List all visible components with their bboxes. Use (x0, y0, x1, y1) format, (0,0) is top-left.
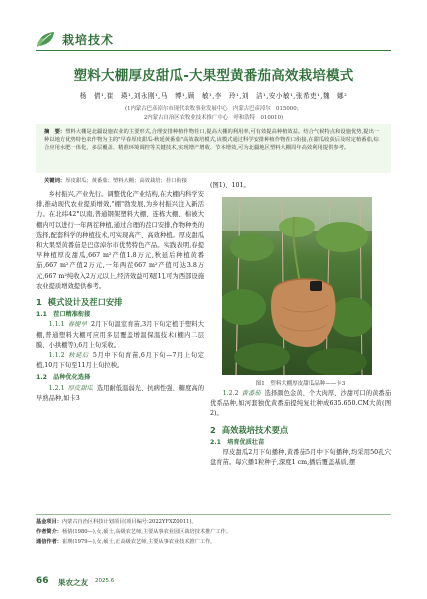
affiliation-2: 2内蒙古自治区农牧业技术推广中心 呼和浩特 010010) (143, 115, 284, 121)
figure-reference: (图1)、101。 (210, 182, 250, 189)
leaf-logo-icon (36, 30, 56, 48)
intro-paragraph: 乡村振兴,产业先行。调整优化产业结构,在大棚内科学安排,推动现代农业提质增效,"棚"勃发展,为乡村振兴注入新活力。在北纬42°以南,普通钢架塑料大棚、连栋大棚、棉被大棚内可以进行一年两茬种植,通过合理的茬口安排,作物种类的选择,配套科学的种植技术,可实现高产、高效种植。厚皮甜瓜和大果型黄番茄是巴彦淖尔市优势特色产品。实践表明,春提早种植厚皮甜瓜,667 m²产值1.8万元,秋延后种植黄番茄,667 m²产值2万元,一年两茬667 m²产值可达3.8万元,667 m²纯收入2万元以上,经济效益可观[1],可为西部设施农业提质增效提供参考。 (36, 191, 204, 290)
keywords-text: 厚皮甜瓜；黄番茄；塑料大棚；高效栽培；茬口衔接 (65, 178, 188, 184)
heading-number: 1 (36, 297, 42, 308)
subheading-number: 1.1.1 (48, 321, 65, 329)
paragraph-1-2-1 (36, 384, 204, 404)
heading-number: 2 (210, 424, 216, 435)
footnote-rule (36, 514, 391, 515)
fund-label: 基金项目： (36, 519, 62, 525)
subheading-body: 选择颜色金黄、个大肉厚、沙甜可口的黄番茄优系品种,如河套独优黄番茄提纯复壮种成635.650.CM大黄(图2)。 (210, 390, 392, 418)
subheading-number: 1.1.2 (48, 352, 65, 360)
heading-section-2 (210, 425, 391, 435)
abstract-box (36, 124, 391, 173)
keywords-label: 关键词： (44, 178, 66, 184)
fund-text: 内蒙古自治区科技计划项目(项目编号:2022YFXZ0011)。 (61, 519, 197, 525)
section-title: 栽培技术 (62, 33, 115, 47)
photo-illustration (222, 197, 372, 375)
footnote-correspondence (36, 538, 391, 546)
issue-number: 2025.6 (95, 578, 115, 584)
author-list: 杨 倩¹,崔 瑛¹,刘永刚¹,马 博¹,顾 敏¹,李 玲¹,刘 洁¹,安小敏¹,张希吏¹,魏 娜² (79, 92, 348, 100)
footnote-author (36, 528, 391, 536)
subheading-title: 春提早 (67, 321, 88, 329)
header-rule (36, 50, 391, 51)
paragraph-1-2-2 (210, 389, 391, 420)
figure-caption: 图1 塑料大棚厚皮甜瓜品种——卡3 (255, 381, 346, 387)
corr-label: 通信作者： (36, 539, 62, 545)
heading-1-1: 1.1 茬口精准衔接 (36, 311, 91, 319)
subheading-body: 选用耐低温弱光、抗病性强、糖度高的早熟品种,如卡3 (36, 384, 205, 402)
paragraph-1-1-1 (36, 320, 204, 351)
paragraph-1-1-2 (36, 351, 204, 371)
paragraph-2-1: 厚皮甜瓜2月下旬播种,黄番茄5月中下旬播种,均采用50孔穴盘育苗。每穴播1粒种子,深度1 cm,播后覆盖基质,摆 (210, 449, 391, 467)
subheading-title: 黄番茄 (241, 390, 261, 397)
abstract-text: 塑料大棚是北疆设施农业的主要形式,合理安排种植作物茬口,提高大棚的利用率,可有效提高种植效益。结合气候特点和设施优势,提出一种以地方优势特色农作物为主的"早春厚皮甜瓜-秋延黄番茄"高效栽培模式,该模式通过科学安排种植作物茬口衔接,在甜瓜收获后及时定植番茄,综合应用水肥一体化、多层覆盖、精准环境调控等关键技术,实现增产增收、节本增效,可为北疆地区塑料大棚周年高效利用提供参考。 (44, 129, 380, 152)
heading-1-2: 1.2 品种优化选择 (36, 374, 91, 382)
right-column (210, 389, 391, 468)
subheading-number: 1.2.1 (48, 384, 65, 392)
article-title: 塑料大棚厚皮甜瓜-大果型黄番茄高效栽培模式 (73, 68, 354, 84)
subheading-body: 2月下旬温室育苗,3月下旬定植于塑料大棚,普通塑料大棚可应用多层覆盖增温保温技术(棚内二层膜、小拱棚等),6月上旬采收。 (36, 321, 205, 349)
author-label: 作者简介： (36, 529, 62, 535)
author-text: 杨倩(1980—),女,硕士,高级农艺师,主要从事农业园区栽培技术推广工作。 (61, 529, 232, 535)
heading-text: 模式设计及茬口安排 (47, 297, 123, 308)
corr-text: 崔瑛(1979—),女,硕士,正高级农艺师,主要从事农业技术推广工作。 (61, 539, 216, 545)
magazine-name: 果农之友 (58, 578, 88, 587)
affiliation-1: (1内蒙古巴彦淖尔市现代农牧事业发展中心 内蒙古巴彦淖尔 015000； (124, 106, 303, 112)
greenhouse-melon-photo (222, 197, 372, 375)
page-number: 66 (36, 576, 49, 586)
heading-2-1: 2.1 培育优质壮苗 (210, 438, 265, 446)
subheading-number: 1.2.2 (222, 390, 239, 397)
left-column (36, 190, 204, 404)
heading-text: 高效栽培技术要点 (221, 424, 289, 435)
subheading-title: 厚皮甜瓜 (67, 384, 93, 392)
heading-section-1 (36, 297, 204, 307)
subheading-title: 秋延后 (67, 352, 89, 360)
subheading-body: 5月中下旬育苗,6月下旬—7月上旬定植,10月下旬至11月上旬拉秧。 (36, 352, 205, 370)
abstract-label: 摘 要： (44, 129, 66, 135)
footnote-fund (36, 518, 391, 526)
